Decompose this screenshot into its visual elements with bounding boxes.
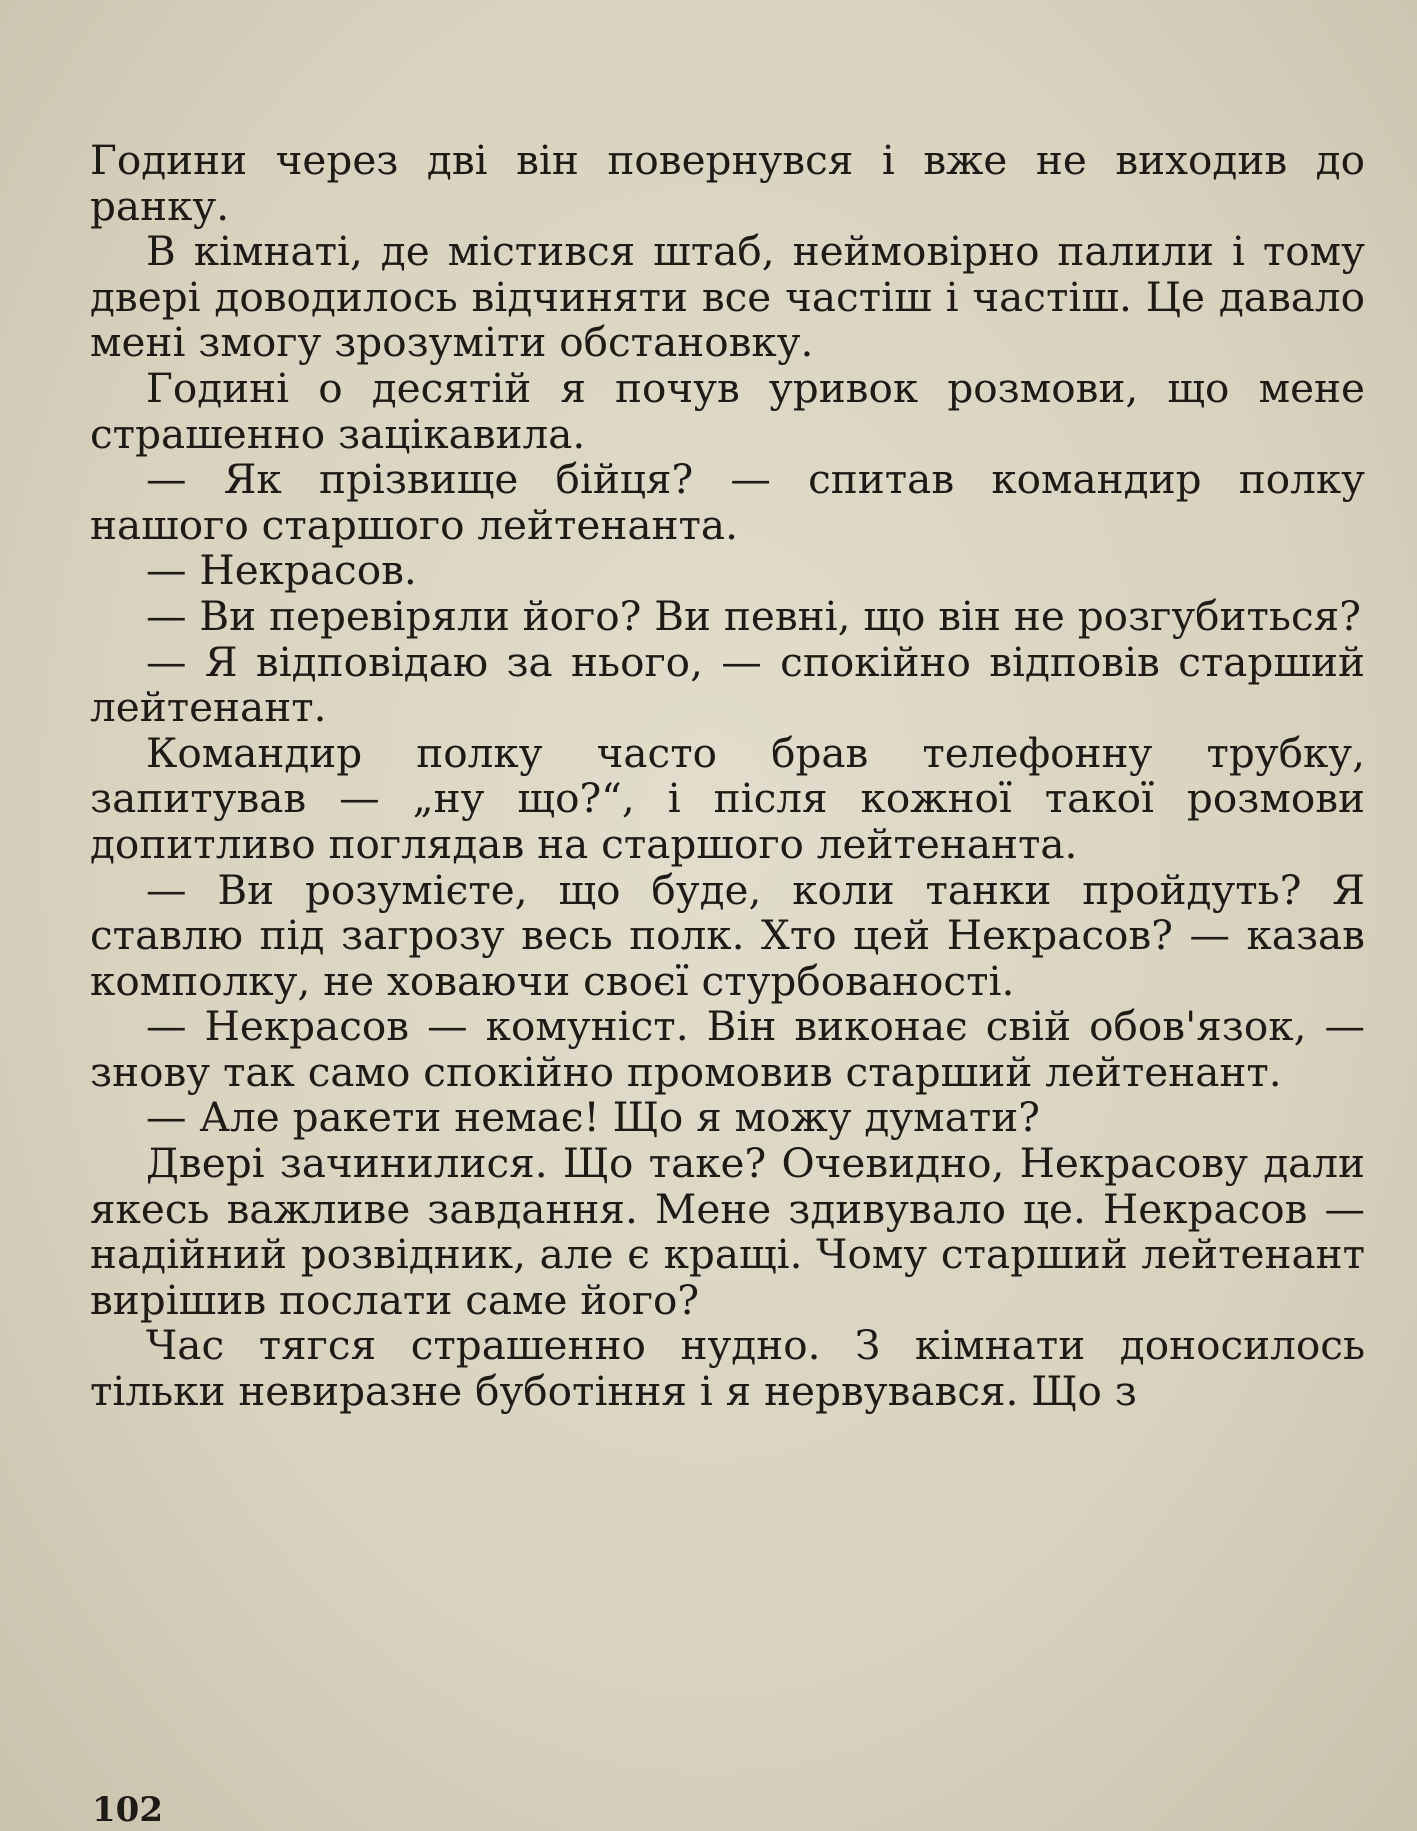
paragraph: — Ви перевіряли його? Ви певні, що він не розгубиться? [146, 591, 1361, 640]
paragraph: — Ви розумієте, що буде, коли танки пройдуть? Я ставлю під загрозу весь полк. Хто цей Некрасов? — казав комполку, не ховаючи своєї стурбованості. [90, 865, 1365, 1005]
paragraph: — Я відповідаю за нього, — спокійно відповів старший лейтенант. [90, 637, 1365, 732]
page-body-text [90, 138, 1365, 1415]
paragraph: — Як прізвище бійця? — спитав командир полку нашого старшого лейтенанта. [90, 455, 1365, 549]
paragraph: Час тягся страшенно нудно. З кімнати доносилось тільки невиразне буботіння і я нервувався. Що з [90, 1321, 1365, 1416]
page-number: 102 [92, 1790, 163, 1830]
paragraph: Години через дві він повернувся і вже не виходив до ранку. [90, 136, 1365, 230]
paragraph: — Некрасов — комуніст. Він виконає свій обов'язок, — знову так само спокійно промовив старший лейтенант. [90, 1002, 1365, 1096]
paragraph: Годині о десятій я почув уривок розмови, що мене страшенно зацікавила. [90, 363, 1365, 458]
paragraph: Командир полку часто брав телефонну трубку, запитував — „ну що?“, і після кожної такої розмови допитливо поглядав на старшого лейтенанта. [90, 728, 1365, 868]
paragraph: В кімнаті, де містився штаб, неймовірно палили і тому двері доводилось відчиняти все частіш і частіш. Це давало мені змогу зрозуміти обстановку. [90, 227, 1365, 367]
paragraph: — Але ракети немає! Що я можу думати? [146, 1093, 1040, 1142]
paragraph: Двері зачинилися. Що таке? Очевидно, Некрасову дали якесь важливе завдання. Мене здивувало це. Некрасов — надійний розвідник, але є кращі. Чому старший лейтенант вирішив послати саме його? [90, 1139, 1365, 1324]
paragraph: — Некрасов. [146, 546, 417, 595]
